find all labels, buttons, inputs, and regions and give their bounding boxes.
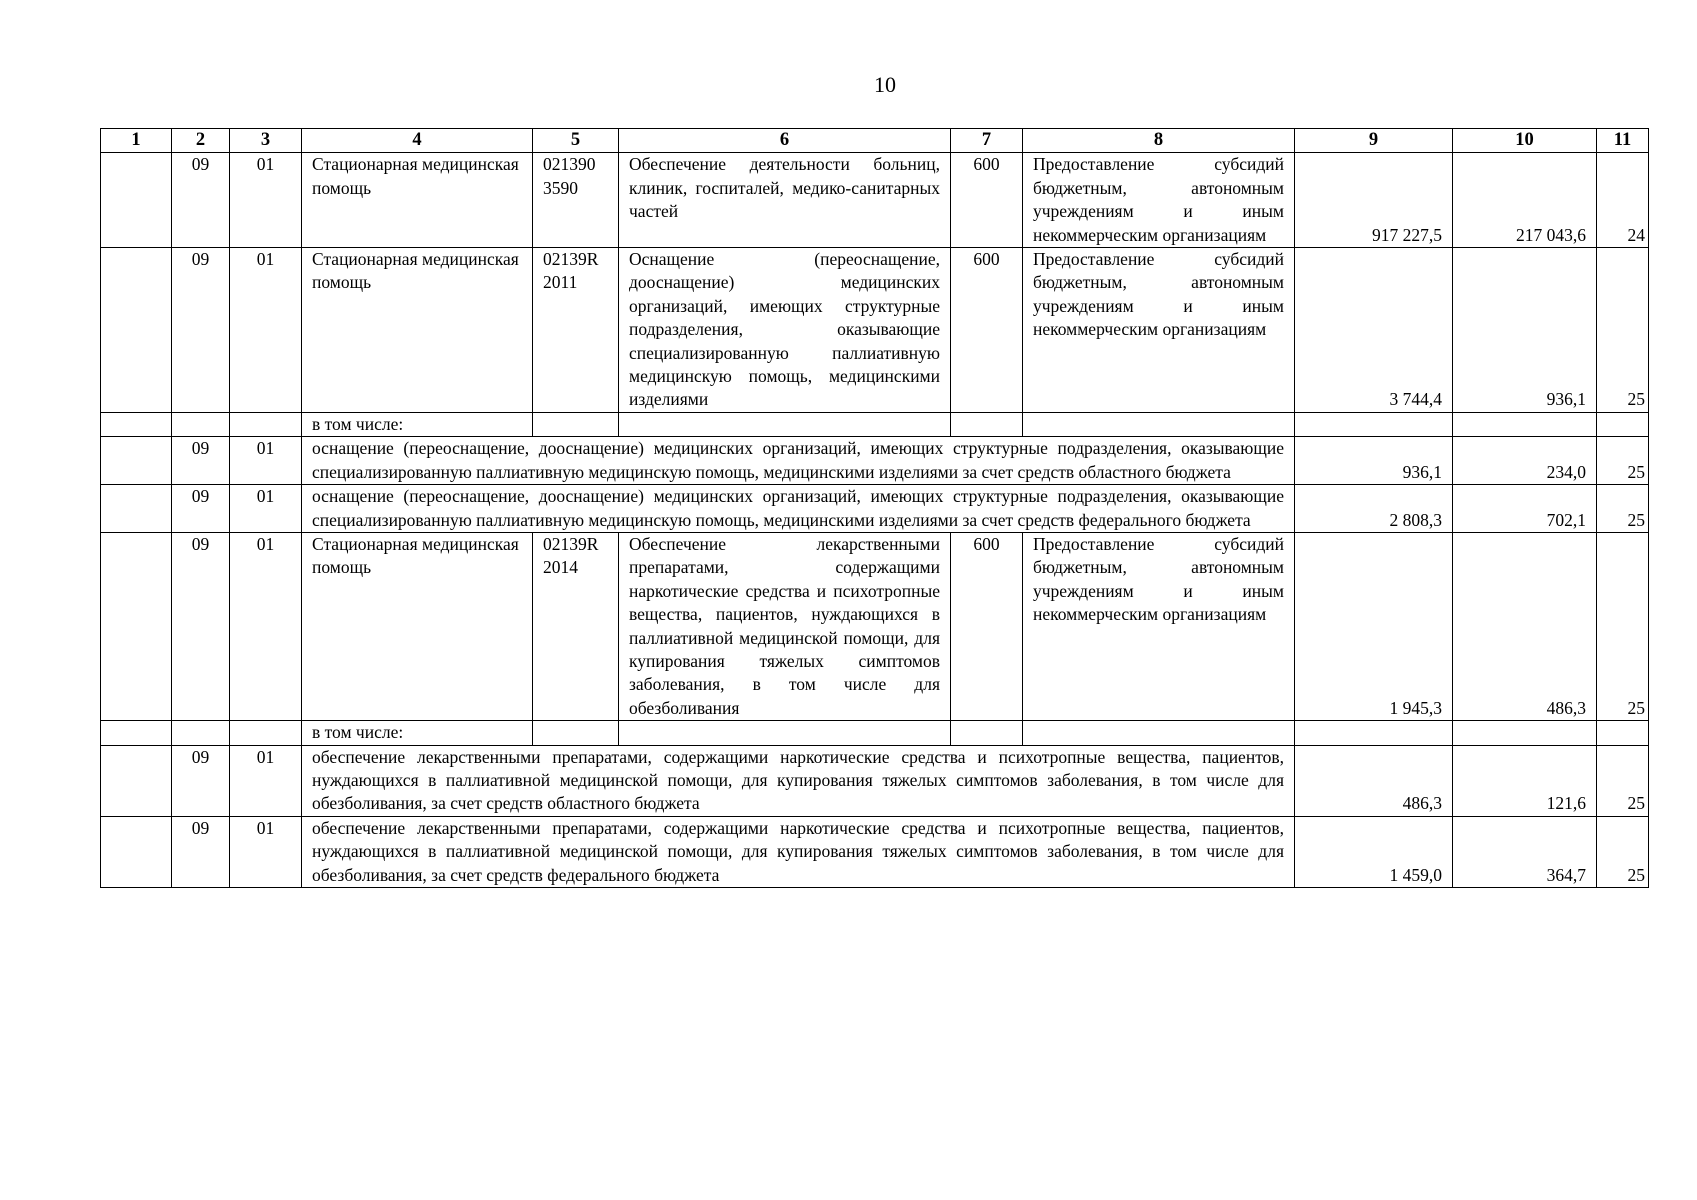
table-header-row xyxy=(101,129,1649,153)
share-value: 25 xyxy=(1597,485,1649,533)
amount-value: 2 808,3 xyxy=(1295,485,1453,533)
expense-type-code: 600 xyxy=(951,248,1023,413)
amount-value: 217 043,6 xyxy=(1453,153,1597,248)
table-cell xyxy=(533,721,619,745)
table-row xyxy=(101,248,1649,413)
table-cell xyxy=(951,412,1023,436)
table-cell xyxy=(1023,412,1295,436)
expense-type-name: Предоставление субсидий бюджетным, автономным учреждениям и иным некоммерческим организациям xyxy=(1023,532,1295,720)
section-code: 09 xyxy=(172,485,230,533)
subsection-code: 01 xyxy=(230,248,302,413)
share-value: 24 xyxy=(1597,153,1649,248)
table-cell xyxy=(101,721,172,745)
table-cell xyxy=(1295,721,1453,745)
detail-description: оснащение (переоснащение, дооснащение) медицинских организаций, имеющих структурные подразделения, оказывающие специализированную паллиативную медицинскую помощь, медицинскими изделиями за счет средств областного бюджета xyxy=(302,437,1295,485)
target-code: 02139R 2014 xyxy=(533,532,619,720)
header-cell: 11 xyxy=(1597,129,1649,153)
amount-value: 364,7 xyxy=(1453,816,1597,887)
table-row xyxy=(101,532,1649,720)
table-cell xyxy=(619,721,951,745)
expense-type-code: 600 xyxy=(951,153,1023,248)
amount-value: 936,1 xyxy=(1453,248,1597,413)
amount-value: 486,3 xyxy=(1295,745,1453,816)
header-cell: 3 xyxy=(230,129,302,153)
section-code: 09 xyxy=(172,532,230,720)
header-cell: 7 xyxy=(951,129,1023,153)
section-name: Стационарная медицинская помощь xyxy=(302,248,533,413)
amount-value: 3 744,4 xyxy=(1295,248,1453,413)
table-cell xyxy=(533,412,619,436)
section-code: 09 xyxy=(172,248,230,413)
table-cell xyxy=(230,721,302,745)
amount-value: 1 459,0 xyxy=(1295,816,1453,887)
subsection-code: 01 xyxy=(230,437,302,485)
section-name: Стационарная медицинская помощь xyxy=(302,532,533,720)
table-cell xyxy=(230,412,302,436)
share-value: 25 xyxy=(1597,745,1649,816)
table-cell xyxy=(101,745,172,816)
header-cell: 5 xyxy=(533,129,619,153)
share-value: 25 xyxy=(1597,532,1649,720)
subsection-code: 01 xyxy=(230,745,302,816)
amount-value: 702,1 xyxy=(1453,485,1597,533)
amount-value: 121,6 xyxy=(1453,745,1597,816)
table-cell xyxy=(101,485,172,533)
subsection-code: 01 xyxy=(230,532,302,720)
table-row xyxy=(101,412,1649,436)
detail-description: обеспечение лекарственными препаратами, содержащими наркотические средства и психотропные вещества, пациентов, нуждающихся в паллиативной медицинской помощи, для купирования тяжелых симптомов заболевания, в том числе для обезболивания, за счет средств федерального бюджета xyxy=(302,816,1295,887)
table-cell xyxy=(101,816,172,887)
amount-value: 936,1 xyxy=(1295,437,1453,485)
table-cell xyxy=(101,437,172,485)
header-cell: 9 xyxy=(1295,129,1453,153)
table-cell xyxy=(1295,412,1453,436)
table-row xyxy=(101,485,1649,533)
amount-value: 486,3 xyxy=(1453,532,1597,720)
section-code: 09 xyxy=(172,745,230,816)
table-row xyxy=(101,816,1649,887)
purpose-name: Обеспечение лекарственными препаратами, содержащими наркотические средства и психотропные вещества, пациентов, нуждающихся в паллиативной медицинской помощи, для купирования тяжелых симптомов заболевания, в том числе для обезболивания xyxy=(619,532,951,720)
table-cell xyxy=(172,412,230,436)
table-cell xyxy=(172,721,230,745)
detail-description: обеспечение лекарственными препаратами, содержащими наркотические средства и психотропные вещества, пациентов, нуждающихся в паллиативной медицинской помощи, для купирования тяжелых симптомов заболевания, в том числе для обезболивания, за счет средств областного бюджета xyxy=(302,745,1295,816)
table-cell xyxy=(1453,721,1597,745)
amount-value: 234,0 xyxy=(1453,437,1597,485)
table-row xyxy=(101,721,1649,745)
share-value: 25 xyxy=(1597,437,1649,485)
table-row xyxy=(101,153,1649,248)
table-cell xyxy=(951,721,1023,745)
share-value: 25 xyxy=(1597,248,1649,413)
expense-type-code: 600 xyxy=(951,532,1023,720)
header-cell: 2 xyxy=(172,129,230,153)
expense-type-name: Предоставление субсидий бюджетным, автономным учреждениям и иным некоммерческим организациям xyxy=(1023,153,1295,248)
expense-type-name: Предоставление субсидий бюджетным, автономным учреждениям и иным некоммерческим организациям xyxy=(1023,248,1295,413)
table-cell xyxy=(1023,721,1295,745)
header-cell: 6 xyxy=(619,129,951,153)
table-cell xyxy=(101,532,172,720)
target-code: 021390 3590 xyxy=(533,153,619,248)
subsection-code: 01 xyxy=(230,485,302,533)
section-code: 09 xyxy=(172,153,230,248)
subsection-code: 01 xyxy=(230,816,302,887)
amount-value: 1 945,3 xyxy=(1295,532,1453,720)
target-code: 02139R 2011 xyxy=(533,248,619,413)
section-code: 09 xyxy=(172,437,230,485)
header-cell: 10 xyxy=(1453,129,1597,153)
table-cell xyxy=(1597,412,1649,436)
table-row xyxy=(101,437,1649,485)
table-cell xyxy=(619,412,951,436)
table-row xyxy=(101,745,1649,816)
section-code: 09 xyxy=(172,816,230,887)
table-cell xyxy=(1453,412,1597,436)
table-cell xyxy=(101,248,172,413)
detail-description: оснащение (переоснащение, дооснащение) медицинских организаций, имеющих структурные подразделения, оказывающие специализированную паллиативную медицинскую помощь, медицинскими изделиями за счет средств федерального бюджета xyxy=(302,485,1295,533)
table-cell xyxy=(101,153,172,248)
share-value: 25 xyxy=(1597,816,1649,887)
budget-table xyxy=(100,128,1649,888)
page-number: 10 xyxy=(874,72,896,97)
section-name: Стационарная медицинская помощь xyxy=(302,153,533,248)
purpose-name: Обеспечение деятельности больниц, клиник, госпиталей, медико-санитарных частей xyxy=(619,153,951,248)
including-label: в том числе: xyxy=(302,721,533,745)
subsection-code: 01 xyxy=(230,153,302,248)
header-cell: 4 xyxy=(302,129,533,153)
header-cell: 8 xyxy=(1023,129,1295,153)
table-cell xyxy=(101,412,172,436)
amount-value: 917 227,5 xyxy=(1295,153,1453,248)
header-cell: 1 xyxy=(101,129,172,153)
including-label: в том числе: xyxy=(302,412,533,436)
table-cell xyxy=(1597,721,1649,745)
purpose-name: Оснащение (переоснащение, дооснащение) медицинских организаций, имеющих структурные подразделения, оказывающие специализированную паллиативную медицинскую помощь, медицинскими изделиями xyxy=(619,248,951,413)
